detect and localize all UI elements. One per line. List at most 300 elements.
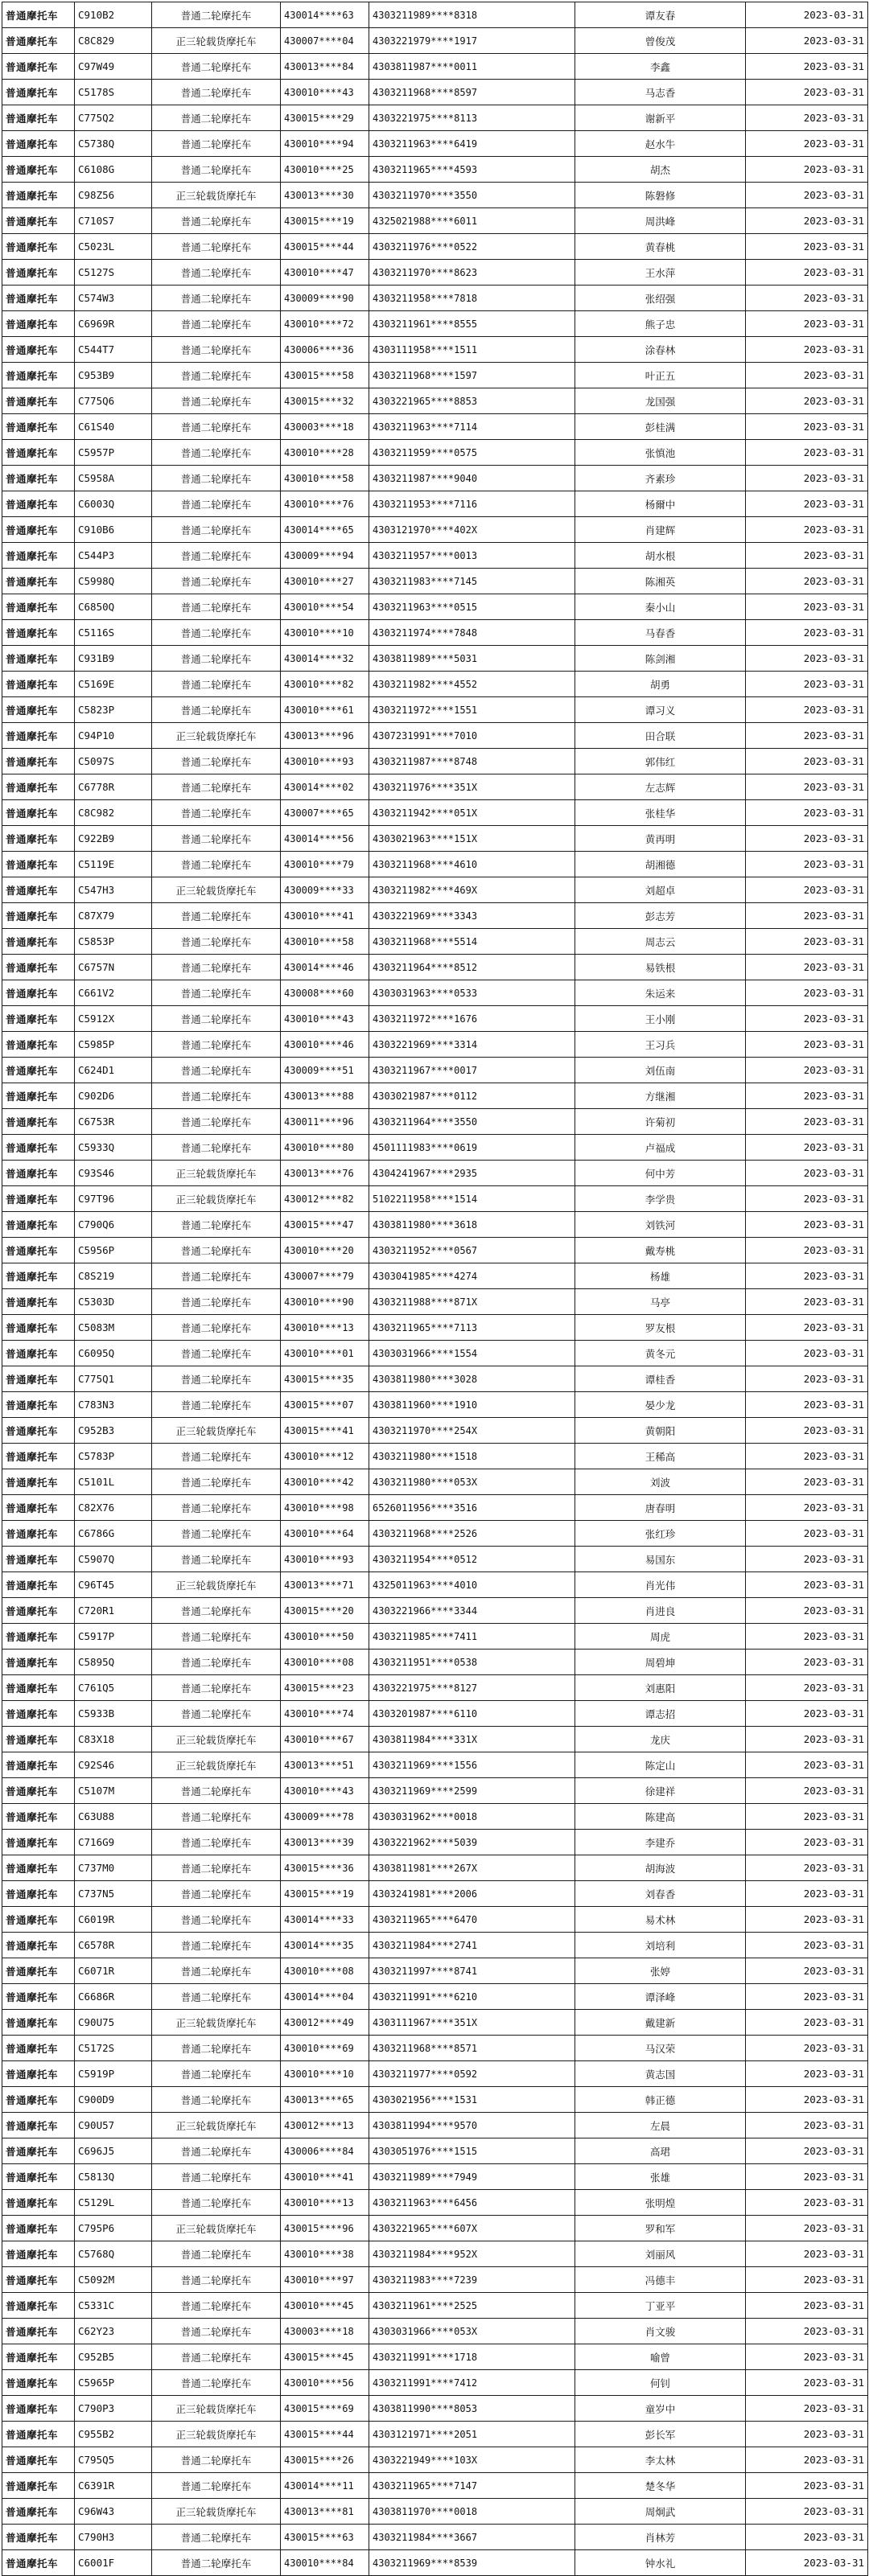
vehicle-class-cell: 普通二轮摩托车 [152,620,281,646]
plate-number-cell: C790Q6 [75,1212,152,1238]
vehicle-class-cell: 普通二轮摩托车 [152,440,281,466]
vehicle-type-cell: 普通摩托车 [2,877,75,903]
date-cell: 2023-03-31 [746,491,868,517]
license-code-cell: 430010****08 [281,1650,369,1675]
vehicle-type-cell: 普通摩托车 [2,2138,75,2164]
owner-name-cell: 刘铁河 [575,1212,746,1238]
plate-number-cell: C761Q5 [75,1675,152,1701]
table-row [2,1315,868,1341]
table-row [2,646,868,672]
license-code-cell: 430008****60 [281,980,369,1006]
id-number-cell: 4303811990****8053 [369,2396,575,2422]
date-cell: 2023-03-31 [746,1984,868,2010]
license-code-cell: 430007****79 [281,1263,369,1289]
owner-name-cell: 李建乔 [575,1830,746,1855]
date-cell: 2023-03-31 [746,1315,868,1341]
id-number-cell: 4303811970****0018 [369,2499,575,2525]
owner-name-cell: 马春香 [575,620,746,646]
vehicle-class-cell: 普通二轮摩托车 [152,1701,281,1727]
plate-number-cell: C82X76 [75,1495,152,1521]
table-row [2,337,868,363]
license-code-cell: 430009****94 [281,543,369,569]
id-number-cell: 4303211961****8555 [369,311,575,337]
vehicle-class-cell: 正三轮载货摩托车 [152,1727,281,1752]
owner-name-cell: 徐建祥 [575,1778,746,1804]
vehicle-class-cell: 普通二轮摩托车 [152,646,281,672]
license-code-cell: 430015****47 [281,1212,369,1238]
table-row [2,1521,868,1547]
license-code-cell: 430003****18 [281,2319,369,2344]
date-cell: 2023-03-31 [746,1341,868,1366]
license-code-cell: 430007****04 [281,28,369,54]
table-row [2,157,868,183]
plate-number-cell: C900D9 [75,2087,152,2113]
date-cell: 2023-03-31 [746,440,868,466]
plate-number-cell: C6001F [75,2550,152,2576]
vehicle-class-cell: 普通二轮摩托车 [152,157,281,183]
plate-number-cell: C6003Q [75,491,152,517]
owner-name-cell: 周炯武 [575,2499,746,2525]
date-cell: 2023-03-31 [746,388,868,414]
license-code-cell: 430010****67 [281,1727,369,1752]
vehicle-type-cell: 普通摩托车 [2,1907,75,1933]
vehicle-class-cell: 普通二轮摩托车 [152,1624,281,1650]
table-row [2,2344,868,2370]
date-cell: 2023-03-31 [746,1727,868,1752]
table-row [2,1881,868,1907]
vehicle-type-cell: 普通摩托车 [2,1933,75,1958]
vehicle-type-cell: 普通摩托车 [2,2113,75,2138]
id-number-cell: 4303811994****9570 [369,2113,575,2138]
date-cell: 2023-03-31 [746,2473,868,2499]
owner-name-cell: 龙国强 [575,388,746,414]
vehicle-type-cell: 普通摩托车 [2,1032,75,1058]
vehicle-class-cell: 普通二轮摩托车 [152,2,281,28]
plate-number-cell: C952B3 [75,1418,152,1444]
date-cell: 2023-03-31 [746,1032,868,1058]
vehicle-type-cell: 普通摩托车 [2,2293,75,2319]
table-row [2,363,868,388]
table-row [2,2319,868,2344]
vehicle-class-cell: 普通二轮摩托车 [152,2319,281,2344]
date-cell: 2023-03-31 [746,414,868,440]
date-cell: 2023-03-31 [746,80,868,105]
date-cell: 2023-03-31 [746,697,868,723]
plate-number-cell: C775Q1 [75,1366,152,1392]
owner-name-cell: 马亭 [575,1289,746,1315]
license-code-cell: 430010****93 [281,749,369,774]
date-cell: 2023-03-31 [746,1907,868,1933]
owner-name-cell: 易术林 [575,1907,746,1933]
plate-number-cell: C61S40 [75,414,152,440]
owner-name-cell: 胡海波 [575,1855,746,1881]
plate-number-cell: C5023L [75,234,152,260]
vehicle-type-cell: 普通摩托车 [2,1984,75,2010]
vehicle-type-cell: 普通摩托车 [2,1341,75,1366]
vehicle-class-cell: 普通二轮摩托车 [152,1855,281,1881]
vehicle-type-cell: 普通摩托车 [2,2550,75,2576]
id-number-cell: 4303031963****0533 [369,980,575,1006]
date-cell: 2023-03-31 [746,800,868,826]
vehicle-type-cell: 普通摩托车 [2,1212,75,1238]
vehicle-type-cell: 普通摩托车 [2,800,75,826]
owner-name-cell: 易国东 [575,1547,746,1572]
table-row [2,1238,868,1263]
vehicle-class-cell: 普通二轮摩托车 [152,1933,281,1958]
date-cell: 2023-03-31 [746,1855,868,1881]
owner-name-cell: 黄冬元 [575,1341,746,1366]
license-code-cell: 430010****79 [281,852,369,877]
vehicle-class-cell: 普通二轮摩托车 [152,2370,281,2396]
vehicle-type-cell: 普通摩托车 [2,1881,75,1907]
owner-name-cell: 刘波 [575,1469,746,1495]
owner-name-cell: 陈定山 [575,1752,746,1778]
plate-number-cell: C6019R [75,1907,152,1933]
table-row [2,80,868,105]
date-cell: 2023-03-31 [746,517,868,543]
id-number-cell: 4303041985****4274 [369,1263,575,1289]
date-cell: 2023-03-31 [746,131,868,157]
date-cell: 2023-03-31 [746,2241,868,2267]
id-number-cell: 4303021956****1531 [369,2087,575,2113]
id-number-cell: 4303221979****1917 [369,28,575,54]
owner-name-cell: 刘惠阳 [575,1675,746,1701]
plate-number-cell: C5933Q [75,1135,152,1161]
vehicle-type-cell: 普通摩托车 [2,2164,75,2190]
vehicle-class-cell: 普通二轮摩托车 [152,2267,281,2293]
plate-number-cell: C624D1 [75,1058,152,1083]
plate-number-cell: C62Y23 [75,2319,152,2344]
id-number-cell: 4325021988****6011 [369,208,575,234]
vehicle-type-cell: 普通摩托车 [2,929,75,955]
date-cell: 2023-03-31 [746,2447,868,2473]
vehicle-class-cell: 正三轮载货摩托车 [152,2499,281,2525]
date-cell: 2023-03-31 [746,2422,868,2447]
owner-name-cell: 卢福成 [575,1135,746,1161]
license-code-cell: 430015****63 [281,2525,369,2550]
table-row [2,1212,868,1238]
id-number-cell: 4303221969****3314 [369,1032,575,1058]
vehicle-class-cell: 普通二轮摩托车 [152,1109,281,1135]
table-row [2,491,868,517]
table-row [2,2293,868,2319]
vehicle-class-cell: 普通二轮摩托车 [152,826,281,852]
vehicle-class-cell: 普通二轮摩托车 [152,749,281,774]
owner-name-cell: 喻曾 [575,2344,746,2370]
owner-name-cell: 张红珍 [575,1521,746,1547]
date-cell: 2023-03-31 [746,2216,868,2241]
date-cell: 2023-03-31 [746,466,868,491]
date-cell: 2023-03-31 [746,208,868,234]
table-row [2,697,868,723]
owner-name-cell: 张雄 [575,2164,746,2190]
license-code-cell: 430015****23 [281,1675,369,1701]
owner-name-cell: 刘培利 [575,1933,746,1958]
date-cell: 2023-03-31 [746,234,868,260]
owner-name-cell: 王习兵 [575,1032,746,1058]
vehicle-class-cell: 普通二轮摩托车 [152,1212,281,1238]
owner-name-cell: 朱运来 [575,980,746,1006]
vehicle-type-cell: 普通摩托车 [2,234,75,260]
plate-number-cell: C790H3 [75,2525,152,2550]
date-cell: 2023-03-31 [746,594,868,620]
vehicle-class-cell: 普通二轮摩托车 [152,569,281,594]
table-row [2,1186,868,1212]
license-code-cell: 430011****96 [281,1109,369,1135]
vehicle-type-cell: 普通摩托车 [2,1727,75,1752]
date-cell: 2023-03-31 [746,1418,868,1444]
license-code-cell: 430014****02 [281,774,369,800]
vehicle-class-cell: 普通二轮摩托车 [152,1444,281,1469]
id-number-cell: 4304241967****2935 [369,1161,575,1186]
owner-name-cell: 易铁根 [575,955,746,980]
owner-name-cell: 马志香 [575,80,746,105]
owner-name-cell: 黄春桃 [575,234,746,260]
id-number-cell: 4303211997****8741 [369,1958,575,1984]
vehicle-class-cell: 普通二轮摩托车 [152,1984,281,2010]
owner-name-cell: 涂春林 [575,337,746,363]
vehicle-type-cell: 普通摩托车 [2,2319,75,2344]
vehicle-type-cell: 普通摩托车 [2,80,75,105]
plate-number-cell: C8C982 [75,800,152,826]
id-number-cell: 5102211958****1514 [369,1186,575,1212]
date-cell: 2023-03-31 [746,1778,868,1804]
license-code-cell: 430015****32 [281,388,369,414]
date-cell: 2023-03-31 [746,723,868,749]
vehicle-type-cell: 普通摩托车 [2,2,75,28]
vehicle-type-cell: 普通摩托车 [2,466,75,491]
vehicle-class-cell: 普通二轮摩托车 [152,1083,281,1109]
owner-name-cell: 罗和军 [575,2216,746,2241]
license-code-cell: 430013****81 [281,2499,369,2525]
id-number-cell: 4303211983****7145 [369,569,575,594]
vehicle-class-cell: 普通二轮摩托车 [152,491,281,517]
id-number-cell: 4303211972****1676 [369,1006,575,1032]
id-number-cell: 4303211968****2526 [369,1521,575,1547]
owner-name-cell: 肖建辉 [575,517,746,543]
owner-name-cell: 肖林芳 [575,2525,746,2550]
owner-name-cell: 谭习义 [575,697,746,723]
owner-name-cell: 陈湘英 [575,569,746,594]
table-row [2,517,868,543]
plate-number-cell: C83X18 [75,1727,152,1752]
owner-name-cell: 陈建高 [575,1804,746,1830]
vehicle-class-cell: 普通二轮摩托车 [152,1675,281,1701]
vehicle-type-cell: 普通摩托车 [2,1804,75,1830]
date-cell: 2023-03-31 [746,2138,868,2164]
vehicle-type-cell: 普通摩托车 [2,1855,75,1881]
plate-number-cell: C5116S [75,620,152,646]
owner-name-cell: 李太林 [575,2447,746,2473]
plate-number-cell: C783N3 [75,1392,152,1418]
license-code-cell: 430010****28 [281,440,369,466]
id-number-cell: 4303211964****8512 [369,955,575,980]
license-code-cell: 430015****44 [281,2422,369,2447]
license-code-cell: 430010****25 [281,157,369,183]
table-row [2,1083,868,1109]
vehicle-type-cell: 普通摩托车 [2,440,75,466]
id-number-cell: 4303211977****0592 [369,2061,575,2087]
date-cell: 2023-03-31 [746,2087,868,2113]
vehicle-class-cell: 普通二轮摩托车 [152,517,281,543]
license-code-cell: 430010****42 [281,1469,369,1495]
table-row [2,2113,868,2138]
owner-name-cell: 肖文骏 [575,2319,746,2344]
plate-number-cell: C5738Q [75,131,152,157]
plate-number-cell: C6850Q [75,594,152,620]
id-number-cell: 4303211968****4610 [369,852,575,877]
license-code-cell: 430012****82 [281,1186,369,1212]
vehicle-class-cell: 普通二轮摩托车 [152,1958,281,1984]
id-number-cell: 4303211982****469X [369,877,575,903]
table-row [2,2422,868,2447]
table-row [2,1161,868,1186]
id-number-cell: 4303021963****151X [369,826,575,852]
date-cell: 2023-03-31 [746,1161,868,1186]
date-cell: 2023-03-31 [746,1675,868,1701]
id-number-cell: 4303211963****0515 [369,594,575,620]
table-row [2,1598,868,1624]
vehicle-class-cell: 正三轮载货摩托车 [152,28,281,54]
license-code-cell: 430015****29 [281,105,369,131]
date-cell: 2023-03-31 [746,1804,868,1830]
owner-name-cell: 左晨 [575,2113,746,2138]
table-row [2,2138,868,2164]
id-number-cell: 4303211964****3550 [369,1109,575,1135]
vehicle-class-cell: 普通二轮摩托车 [152,1341,281,1366]
vehicle-class-cell: 正三轮载货摩托车 [152,1752,281,1778]
vehicle-class-cell: 普通二轮摩托车 [152,1650,281,1675]
plate-number-cell: C90U57 [75,2113,152,2138]
date-cell: 2023-03-31 [746,749,868,774]
vehicle-class-cell: 普通二轮摩托车 [152,1521,281,1547]
date-cell: 2023-03-31 [746,2267,868,2293]
date-cell: 2023-03-31 [746,569,868,594]
license-code-cell: 430010****41 [281,903,369,929]
id-number-cell: 4303211942****051X [369,800,575,826]
vehicle-class-cell: 正三轮载货摩托车 [152,2010,281,2036]
owner-name-cell: 谢新平 [575,105,746,131]
vehicle-type-cell: 普通摩托车 [2,2216,75,2241]
id-number-cell: 4303211983****7239 [369,2267,575,2293]
table-row [2,2216,868,2241]
license-code-cell: 430007****65 [281,800,369,826]
owner-name-cell: 晏少龙 [575,1392,746,1418]
plate-number-cell: C94P10 [75,723,152,749]
license-code-cell: 430006****84 [281,2138,369,2164]
vehicle-class-cell: 普通二轮摩托车 [152,466,281,491]
plate-number-cell: C96W43 [75,2499,152,2525]
id-number-cell: 4303811987****0011 [369,54,575,80]
id-number-cell: 4303211951****0538 [369,1650,575,1675]
id-number-cell: 4303211984****2741 [369,1933,575,1958]
vehicle-class-cell: 普通二轮摩托车 [152,1289,281,1315]
owner-name-cell: 胡勇 [575,672,746,697]
vehicle-type-cell: 普通摩托车 [2,491,75,517]
vehicle-class-cell: 普通二轮摩托车 [152,774,281,800]
license-code-cell: 430015****26 [281,2447,369,2473]
vehicle-type-cell: 普通摩托车 [2,955,75,980]
vehicle-class-cell: 普通二轮摩托车 [152,1881,281,1907]
id-number-cell: 4303211976****0522 [369,234,575,260]
license-code-cell: 430013****65 [281,2087,369,2113]
owner-name-cell: 高珺 [575,2138,746,2164]
id-number-cell: 4303211968****8597 [369,80,575,105]
date-cell: 2023-03-31 [746,646,868,672]
date-cell: 2023-03-31 [746,2293,868,2319]
vehicle-type-cell: 普通摩托车 [2,749,75,774]
date-cell: 2023-03-31 [746,260,868,286]
license-code-cell: 430010****98 [281,1495,369,1521]
table-row [2,1701,868,1727]
owner-name-cell: 张明煌 [575,2190,746,2216]
vehicle-class-cell: 普通二轮摩托车 [152,594,281,620]
id-number-cell: 4303211953****7116 [369,491,575,517]
vehicle-type-cell: 普通摩托车 [2,131,75,157]
vehicle-type-cell: 普通摩托车 [2,2525,75,2550]
vehicle-class-cell: 普通二轮摩托车 [152,1366,281,1392]
date-cell: 2023-03-31 [746,1238,868,1263]
license-code-cell: 430010****13 [281,2190,369,2216]
plate-number-cell: C6969R [75,311,152,337]
plate-number-cell: C5813Q [75,2164,152,2190]
plate-number-cell: C5912X [75,1006,152,1032]
vehicle-class-cell: 普通二轮摩托车 [152,697,281,723]
vehicle-type-cell: 普通摩托车 [2,569,75,594]
license-code-cell: 430015****19 [281,1881,369,1907]
plate-number-cell: C5107M [75,1778,152,1804]
id-number-cell: 4303121971****2051 [369,2422,575,2447]
license-code-cell: 430013****96 [281,723,369,749]
date-cell: 2023-03-31 [746,1521,868,1547]
table-row [2,980,868,1006]
id-number-cell: 4303211963****6456 [369,2190,575,2216]
vehicle-type-cell: 普通摩托车 [2,2061,75,2087]
vehicle-type-cell: 普通摩托车 [2,286,75,311]
vehicle-type-cell: 普通摩托车 [2,1752,75,1778]
license-code-cell: 430013****71 [281,1572,369,1598]
table-row [2,955,868,980]
license-code-cell: 430010****38 [281,2241,369,2267]
vehicle-class-cell: 普通二轮摩托车 [152,2061,281,2087]
date-cell: 2023-03-31 [746,1958,868,1984]
vehicle-type-cell: 普通摩托车 [2,2344,75,2370]
vehicle-class-cell: 普通二轮摩托车 [152,2293,281,2319]
date-cell: 2023-03-31 [746,1109,868,1135]
license-code-cell: 430010****82 [281,672,369,697]
owner-name-cell: 罗友根 [575,1315,746,1341]
id-number-cell: 4303211989****8318 [369,2,575,28]
vehicle-type-cell: 普通摩托车 [2,697,75,723]
vehicle-type-cell: 普通摩托车 [2,723,75,749]
id-number-cell: 4303211969****2599 [369,1778,575,1804]
date-cell: 2023-03-31 [746,2319,868,2344]
license-code-cell: 430010****43 [281,1778,369,1804]
owner-name-cell: 彭志芳 [575,903,746,929]
owner-name-cell: 胡杰 [575,157,746,183]
license-code-cell: 430009****33 [281,877,369,903]
owner-name-cell: 周洪峰 [575,208,746,234]
vehicle-type-cell: 普通摩托车 [2,157,75,183]
plate-number-cell: C5965P [75,2370,152,2396]
owner-name-cell: 王稀高 [575,1444,746,1469]
id-number-cell: 4303021987****0112 [369,1083,575,1109]
plate-number-cell: C5783P [75,1444,152,1469]
table-row [2,903,868,929]
vehicle-class-cell: 正三轮载货摩托车 [152,1418,281,1444]
date-cell: 2023-03-31 [746,2190,868,2216]
plate-number-cell: C795Q5 [75,2447,152,2473]
